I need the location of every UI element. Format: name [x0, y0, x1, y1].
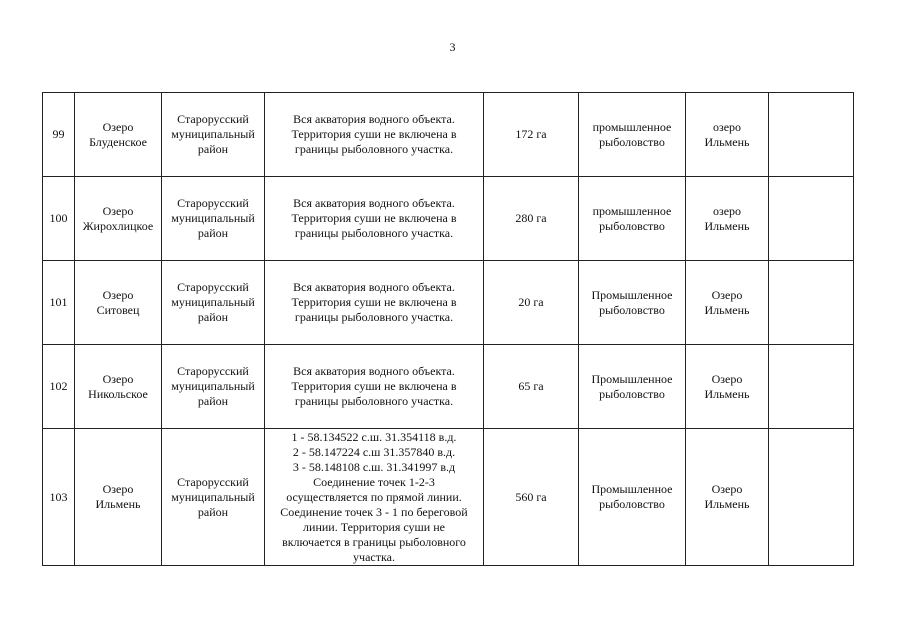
fishing-type-cell — [579, 261, 686, 345]
boundary-description-line: Территория суши не включена в — [291, 295, 457, 309]
basin-line: Ильмень — [704, 218, 750, 233]
basin-line: Ильмень — [704, 386, 750, 401]
water-body-name-line: Ильмень — [95, 497, 141, 511]
water-body-name-cell — [75, 177, 162, 261]
basin-line: озеро — [712, 203, 742, 218]
boundary-description-cell — [265, 429, 484, 566]
district-line: муниципальный — [171, 489, 255, 504]
basin-line: Ильмень — [704, 134, 750, 149]
district-line: район — [197, 394, 229, 408]
boundary-description-line: границы рыболовного участка. — [294, 310, 454, 324]
boundary-description-cell — [265, 177, 484, 261]
water-body-name-line: Блуденское — [89, 134, 147, 149]
basin-line: Озеро — [711, 482, 743, 496]
area-cell: 280 га — [484, 177, 579, 261]
area-cell: 560 га — [484, 429, 579, 566]
basin-line: Озеро — [711, 287, 743, 302]
boundary-description-line: Вся акватория водного объекта. — [293, 112, 455, 126]
table-row — [43, 93, 854, 177]
district-cell — [162, 177, 265, 261]
area-cell: 172 га — [484, 93, 579, 177]
boundary-description-line: Вся акватория водного объекта. — [293, 364, 455, 378]
fishing-type-cell — [579, 429, 686, 566]
water-body-name-line: Никольское — [88, 386, 148, 401]
boundary-description-line: Территория суши не включена в — [291, 127, 457, 141]
district-line: район — [197, 142, 229, 156]
boundary-description-line: Вся акватория водного объекта. — [293, 196, 455, 210]
water-body-name-line: Озеро — [102, 482, 134, 496]
water-body-name-cell — [75, 429, 162, 566]
fishing-type-cell — [579, 177, 686, 261]
basin-line: Озеро — [711, 371, 743, 386]
district-cell — [162, 261, 265, 345]
fishing-areas-table — [42, 92, 854, 566]
page-number: 3 — [449, 40, 456, 54]
basin-cell — [686, 177, 769, 261]
district-line: муниципальный — [171, 211, 255, 225]
basin-cell — [686, 261, 769, 345]
table-row — [43, 261, 854, 345]
row-number-cell: 99 — [43, 93, 75, 177]
basin-line: озеро — [712, 119, 742, 134]
water-body-name-line: Озеро — [102, 371, 134, 386]
boundary-description-line: границы рыболовного участка. — [294, 394, 454, 408]
fishing-type-cell — [579, 345, 686, 429]
boundary-description-line: линии. Территория суши не — [303, 519, 445, 534]
water-body-name-line: Озеро — [102, 287, 134, 302]
area-cell: 20 га — [484, 261, 579, 345]
district-line: Старорусский — [177, 196, 249, 210]
row-number-cell: 100 — [43, 177, 75, 261]
district-line: Старорусский — [177, 280, 249, 294]
water-body-name-line: Озеро — [102, 119, 134, 134]
boundary-description-line: Территория суши не включена в — [291, 211, 457, 225]
fishing-type-line: рыболовство — [599, 386, 665, 401]
notes-cell — [769, 177, 854, 261]
boundary-description-line: участка. — [353, 549, 395, 564]
boundary-description-line: Соединение точек 3 - 1 по береговой — [280, 504, 468, 519]
boundary-description-line: границы рыболовного участка. — [294, 142, 454, 156]
fishing-type-line: Промышленное — [591, 482, 673, 496]
boundary-description-line: 1 - 58.134522 с.ш. 31.354118 в.д. — [291, 429, 457, 444]
boundary-description-cell — [265, 93, 484, 177]
boundary-description-line: 3 - 58.148108 с.ш. 31.341997 в.д — [292, 459, 456, 474]
table-row — [43, 429, 854, 566]
fishing-type-line: рыболовство — [599, 134, 665, 149]
basin-cell — [686, 93, 769, 177]
district-line: Старорусский — [177, 474, 249, 489]
boundary-description-line: 2 - 58.147224 с.ш 31.357840 в.д. — [292, 444, 456, 459]
district-line: Старорусский — [177, 364, 249, 378]
water-body-name-cell — [75, 93, 162, 177]
fishing-type-line: Промышленное — [591, 371, 673, 386]
area-cell: 65 га — [484, 345, 579, 429]
notes-cell — [769, 429, 854, 566]
water-body-name-line: Жирохлицкое — [82, 218, 154, 233]
fishing-type-line: Промышленное — [591, 287, 673, 302]
basin-line: Ильмень — [704, 497, 750, 511]
district-line: муниципальный — [171, 295, 255, 309]
fishing-type-line: рыболовство — [599, 302, 665, 317]
fishing-type-line: рыболовство — [599, 497, 665, 511]
notes-cell — [769, 261, 854, 345]
district-line: район — [197, 504, 229, 519]
district-line: Старорусский — [177, 112, 249, 126]
district-line: район — [197, 226, 229, 240]
district-cell — [162, 345, 265, 429]
boundary-description-line: Территория суши не включена в — [291, 379, 457, 393]
boundary-description-line: включается в границы рыболовного — [282, 534, 466, 549]
row-number-cell: 101 — [43, 261, 75, 345]
row-number-cell: 102 — [43, 345, 75, 429]
district-line: муниципальный — [171, 379, 255, 393]
boundary-description-cell — [265, 345, 484, 429]
fishing-type-cell — [579, 93, 686, 177]
water-body-name-line: Озеро — [102, 203, 134, 218]
fishing-type-line: рыболовство — [599, 218, 665, 233]
boundary-description-line: Вся акватория водного объекта. — [293, 280, 455, 294]
boundary-description-line: границы рыболовного участка. — [294, 226, 454, 240]
basin-cell — [686, 429, 769, 566]
fishing-type-line: промышленное — [592, 119, 672, 134]
boundary-description-line: Соединение точек 1-2-3 — [313, 474, 435, 489]
notes-cell — [769, 345, 854, 429]
water-body-name-line: Ситовец — [96, 302, 140, 317]
fishing-type-line: промышленное — [592, 203, 672, 218]
basin-line: Ильмень — [704, 302, 750, 317]
row-number-cell: 103 — [43, 429, 75, 566]
boundary-description-cell — [265, 261, 484, 345]
boundary-description-line: осуществляется по прямой линии. — [286, 489, 462, 504]
district-line: район — [197, 310, 229, 324]
basin-cell — [686, 345, 769, 429]
district-cell — [162, 93, 265, 177]
table-row — [43, 177, 854, 261]
district-cell — [162, 429, 265, 566]
notes-cell — [769, 93, 854, 177]
water-body-name-cell — [75, 261, 162, 345]
table-row — [43, 345, 854, 429]
water-body-name-cell — [75, 345, 162, 429]
district-line: муниципальный — [171, 127, 255, 141]
